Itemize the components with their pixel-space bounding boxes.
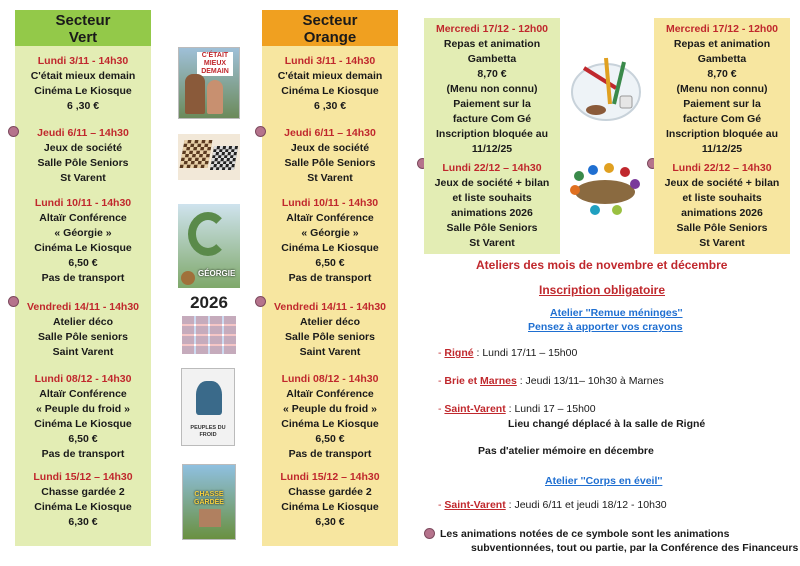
event-date: Lundi 10/11 - 14h30 (281, 197, 379, 209)
box-line: Paiement sur la (453, 98, 531, 110)
event-date: Vendredi 14/11 - 14h30 (26, 301, 140, 313)
brie-place: Brie (444, 375, 465, 387)
event-date: Lundi 10/11 - 14h30 (34, 197, 132, 209)
marnes-place: Marnes (480, 375, 517, 387)
box-line: Repas et animation (443, 38, 541, 50)
event-line: 6,30 € (315, 516, 345, 528)
event-line: Cinéma Le Kiosque (281, 418, 379, 430)
event-line: Cinéma Le Kiosque (34, 501, 132, 513)
remue-meninges-link[interactable]: Atelier ''Remue méninges'' (550, 307, 683, 319)
peuples-du-froid-poster (181, 368, 235, 446)
box-line: Inscription bloquée au (435, 128, 548, 140)
event-line: Cinéma Le Kiosque (34, 242, 132, 254)
box-line: (Menu non connu) (446, 83, 538, 95)
rigne-row: - Rigné : Lundi 17/11 – 15h00 (438, 347, 578, 359)
december-box-orange (654, 18, 790, 254)
box-line: St Varent (469, 237, 515, 249)
remue-meninges-subtitle: Pensez à apporter vos crayons (528, 321, 683, 333)
box-line: 8,70 € (707, 68, 737, 80)
event-line: Cinéma Le Kiosque (34, 85, 132, 97)
box-line: Gambetta (467, 53, 517, 65)
georgie-title: GÉORGIE (198, 269, 236, 278)
poster-title: C'ÉTAIT MIEUX DEMAIN (197, 52, 233, 76)
poster-title: CHASSE GARDÉE (194, 491, 224, 506)
board-games-image (178, 134, 240, 180)
calendar-2026-image (178, 292, 240, 358)
event-line: Pas de transport (41, 448, 125, 460)
event-block (15, 196, 151, 286)
event-date: Lundi 08/12 - 14h30 (281, 373, 379, 385)
meal-date: Mercredi 17/12 - 12h00 (435, 23, 549, 35)
saint-varent-place: Saint-Varent (444, 499, 506, 511)
box-line: facture Com Gé (452, 113, 532, 125)
poster-figures-icon (207, 80, 223, 114)
event-date: Vendredi 14/11 - 14h30 (273, 301, 387, 313)
poster-figures-icon (185, 74, 205, 114)
subsidy-dot-icon (255, 296, 266, 307)
games-date: Lundi 22/12 – 14h30 (672, 162, 772, 174)
box-line: Salle Pôle Seniors (676, 222, 768, 234)
event-line: « Peuple du froid » (283, 403, 377, 415)
event-line: Chasse gardée 2 (288, 486, 372, 498)
event-block (15, 470, 151, 530)
event-line: Salle Pôle seniors (38, 331, 128, 343)
event-line: Jeux de société (290, 142, 370, 154)
film-poster-cetait-mieux-demain (178, 47, 240, 119)
event-block (15, 300, 151, 360)
box-line: Paiement sur la (683, 98, 761, 110)
event-block (15, 126, 151, 186)
event-line: « Peuple du froid » (36, 403, 130, 415)
brie-marnes-row: - Brie et Marnes : Jeudi 13/11– 10h30 à Marnes (438, 375, 664, 387)
event-line: Salle Pôle seniors (285, 331, 375, 343)
event-line: Saint Varent (299, 346, 361, 358)
event-line: St Varent (60, 172, 106, 184)
box-line: Jeux de société + bilan (664, 177, 780, 189)
secteur-orange-column (262, 10, 398, 546)
box-line: animations 2026 (451, 207, 533, 219)
event-block (262, 54, 398, 114)
box-line: Jeux de société + bilan (434, 177, 550, 189)
event-date: Jeudi 6/11 – 14h30 (284, 127, 376, 139)
saint-varent-corps-row: - Saint-Varent : Jeudi 6/11 et jeudi 18/12 - 10h30 (438, 499, 667, 511)
box-line: et liste souhaits (682, 192, 762, 204)
box-line: St Varent (699, 237, 745, 249)
event-block (262, 372, 398, 462)
subsidy-note-line2: subventionnées, tout ou partie, par la Conférence des Financeurs (471, 542, 799, 554)
corps-en-eveil-link[interactable]: Atelier ''Corps en éveil'' (545, 475, 663, 487)
event-line: Atelier déco (52, 316, 114, 328)
event-date: Lundi 08/12 - 14h30 (34, 373, 132, 385)
saint-varent-note: Lieu changé déplacé à la salle de Rigné (508, 418, 706, 430)
rigne-place: Rigné (444, 347, 474, 359)
poster-figure-icon (196, 381, 222, 415)
event-line: 6,50 € (315, 257, 345, 269)
saint-varent-time: : Lundi 17 – 15h00 (505, 403, 596, 415)
meal-date: Mercredi 17/12 - 12h00 (665, 23, 779, 35)
meeting-table-icon (565, 150, 645, 220)
box-line: 11/12/25 (471, 143, 513, 155)
box-line: 11/12/25 (701, 143, 743, 155)
event-line: 6,50 € (315, 433, 345, 445)
ateliers-title: Ateliers des mois de novembre et décembre (476, 258, 728, 272)
event-block (15, 54, 151, 114)
calendar-grid-icon (182, 316, 236, 354)
event-line: Cinéma Le Kiosque (281, 242, 379, 254)
event-line: Pas de transport (288, 272, 372, 284)
event-line: Altaïr Conférence (286, 388, 374, 400)
secteur-vert-header: Secteur Vert (15, 10, 151, 46)
secteur-orange-header: Secteur Orange (262, 10, 398, 46)
georgie-conference-image (178, 204, 240, 288)
mountain-g-icon (188, 212, 228, 256)
poster-title: PEUPLES DU FROID (190, 425, 226, 438)
event-block (262, 300, 398, 360)
box-line: facture Com Gé (682, 113, 762, 125)
inscription-obligatoire: Inscription obligatoire (539, 283, 666, 297)
event-line: 6,50 € (68, 433, 98, 445)
games-date: Lundi 22/12 – 14h30 (442, 162, 542, 174)
event-block (15, 372, 151, 462)
event-date: Lundi 3/11 - 14h30 (284, 55, 376, 67)
meal-plate-icon (566, 48, 644, 126)
no-memory-note: Pas d'atelier mémoire en décembre (478, 445, 654, 457)
event-date: Lundi 15/12 – 14h30 (280, 471, 380, 483)
secteur-vert-column (15, 10, 151, 546)
event-date: Jeudi 6/11 – 14h30 (37, 127, 129, 139)
event-line: Chasse gardée 2 (41, 486, 125, 498)
speaker-avatar (181, 271, 195, 285)
event-line: Saint Varent (52, 346, 114, 358)
event-line: Salle Pôle Seniors (37, 157, 129, 169)
box-line: 8,70 € (477, 68, 507, 80)
event-line: 6 ,30 € (66, 100, 100, 112)
event-line: Salle Pôle Seniors (284, 157, 376, 169)
box-line: et liste souhaits (452, 192, 532, 204)
saint-varent-place: Saint-Varent (444, 403, 506, 415)
poster-castle-icon (199, 509, 221, 527)
event-line: Cinéma Le Kiosque (34, 418, 132, 430)
event-line: « Géorgie » (54, 227, 112, 239)
event-line: Altaïr Conférence (39, 388, 127, 400)
event-line: 6 ,30 € (313, 100, 347, 112)
event-line: « Géorgie » (301, 227, 359, 239)
event-line: Jeux de société (43, 142, 123, 154)
event-line: C'était mieux demain (30, 70, 136, 82)
box-line: (Menu non connu) (676, 83, 768, 95)
event-date: Lundi 3/11 - 14h30 (37, 55, 129, 67)
subsidy-dot-icon (8, 126, 19, 137)
event-line: Pas de transport (288, 448, 372, 460)
event-line: C'était mieux demain (277, 70, 383, 82)
chasse-gardee-poster (182, 464, 236, 540)
event-line: Pas de transport (41, 272, 125, 284)
box-line: Gambetta (697, 53, 747, 65)
subsidy-dot-icon (255, 126, 266, 137)
box-line: Salle Pôle Seniors (446, 222, 538, 234)
subsidy-dot-icon (424, 528, 435, 539)
calendar-year: 2026 (190, 293, 228, 312)
chessboard-icon (180, 140, 213, 168)
event-date: Lundi 15/12 – 14h30 (33, 471, 133, 483)
rigne-time: : Lundi 17/11 – 15h00 (473, 347, 578, 359)
event-line: Atelier déco (299, 316, 361, 328)
subsidy-dot-icon (8, 296, 19, 307)
event-line: 6,50 € (68, 257, 98, 269)
event-block (262, 196, 398, 286)
box-line: Repas et animation (673, 38, 771, 50)
december-box-green (424, 18, 560, 254)
event-line: Altaïr Conférence (39, 212, 127, 224)
brie-and: et (464, 375, 481, 387)
event-line: St Varent (307, 172, 353, 184)
event-line: Altaïr Conférence (286, 212, 374, 224)
saint-varent-corps-time: : Jeudi 6/11 et jeudi 18/12 - 10h30 (505, 499, 667, 511)
brie-time: : Jeudi 13/11– 10h30 à Marnes (516, 375, 664, 387)
saint-varent-row: - Saint-Varent : Lundi 17 – 15h00 (438, 403, 596, 415)
box-line: animations 2026 (681, 207, 763, 219)
event-block (262, 126, 398, 186)
event-block (262, 470, 398, 530)
checkers-board-icon (210, 146, 238, 170)
event-line: 6,30 € (68, 516, 98, 528)
subsidy-note-line1: Les animations notées de ce symbole sont les animations (440, 528, 730, 540)
event-line: Cinéma Le Kiosque (281, 501, 379, 513)
box-line: Inscription bloquée au (665, 128, 778, 140)
event-line: Cinéma Le Kiosque (281, 85, 379, 97)
